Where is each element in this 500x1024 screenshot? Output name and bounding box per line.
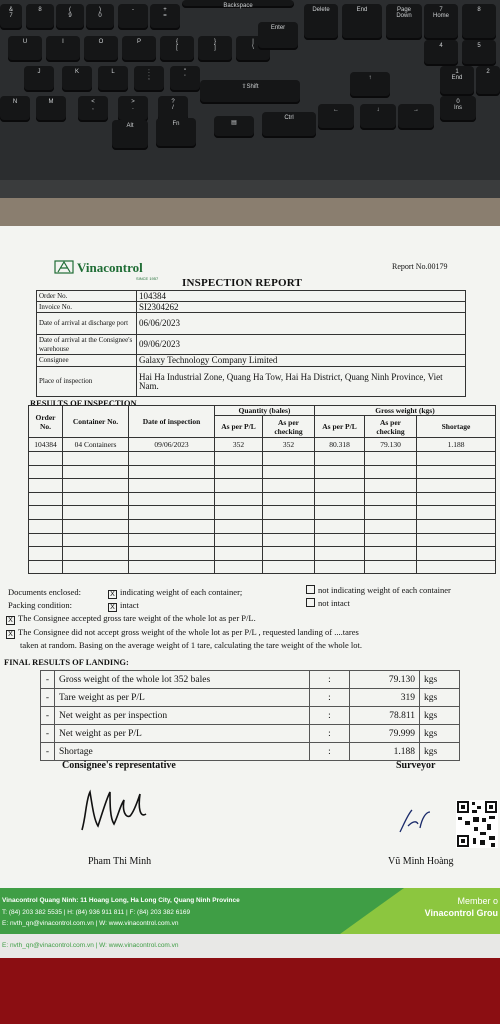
keyboard-key: { [ bbox=[160, 36, 194, 62]
keyboard-key: ← bbox=[318, 104, 354, 130]
keyboard-key: | \ bbox=[236, 36, 270, 62]
packing-not-intact-label: not intact bbox=[318, 598, 350, 608]
keyboard-key: 7 Home bbox=[424, 4, 458, 40]
keyboard-key: ( 9 bbox=[56, 4, 84, 30]
landing-unit: kgs bbox=[420, 671, 460, 689]
landing-label: Net weight as per P/L bbox=[55, 725, 310, 743]
report-footer bbox=[0, 888, 500, 934]
logo-text: Vinacontrol bbox=[77, 260, 143, 275]
landing-label: Tare weight as per P/L bbox=[55, 689, 310, 707]
info-value: Hai Ha Industrial Zone, Quang Ha Tow, Hai Ha District, Quang Ninh Province, Viet Nam. bbox=[137, 367, 466, 397]
keyboard-key: " ' bbox=[170, 66, 200, 92]
vinacontrol-emblem-icon bbox=[54, 260, 74, 274]
landing-label: Gross weight of the whole lot 352 bales bbox=[55, 671, 310, 689]
consignee-rep-title: Consignee's representative bbox=[62, 760, 176, 771]
table-row-empty bbox=[29, 506, 496, 520]
keyboard-key: 1 End bbox=[440, 66, 474, 96]
table-row-empty bbox=[29, 519, 496, 533]
table-row-empty bbox=[29, 465, 496, 479]
packing-intact-label: intact bbox=[120, 600, 139, 610]
keyboard-key: 2 bbox=[476, 66, 500, 96]
table-row-empty bbox=[29, 479, 496, 493]
col-qty-checking: As per checking bbox=[263, 416, 315, 438]
landing-unit: kgs bbox=[420, 743, 460, 761]
landing-label: Shortage bbox=[55, 743, 310, 761]
footer-phones: T: (84) 203 382 5535 | H: (84) 936 911 811 | F: (84) 203 382 6169 bbox=[2, 909, 191, 916]
cell-container-no: 04 Containers bbox=[63, 438, 129, 452]
keyboard-key: Page Down bbox=[386, 4, 422, 40]
documents-label: Documents enclosed: bbox=[8, 587, 81, 597]
checkbox-indicating: X bbox=[108, 590, 117, 599]
keyboard-key: Fn bbox=[156, 118, 196, 148]
table-row-empty bbox=[29, 452, 496, 466]
keyboard-key: Backspace bbox=[182, 0, 294, 8]
keyboard-key: 0 Ins bbox=[440, 96, 476, 122]
table-row bbox=[29, 438, 496, 452]
col-gross-group: Gross weight (kgs) bbox=[315, 406, 496, 416]
landing-row: - Net weight as per P/L : 79.999 kgs bbox=[41, 725, 460, 743]
consignee-not-accepted-cont: taken at random. Basing on the average weight of 1 tare, calculating the tare weight of the whole lot. bbox=[20, 640, 363, 650]
landing-value: 78.811 bbox=[350, 707, 420, 725]
order-info-table bbox=[36, 290, 466, 397]
cell-shortage: 1.188 bbox=[417, 438, 496, 452]
keyboard-key: ) 0 bbox=[86, 4, 114, 30]
keyboard-key: Alt bbox=[112, 120, 148, 150]
keyboard-key: Ctrl bbox=[262, 112, 316, 138]
footer-email-copy: E: nvth_qn@vinacontrol.com.vn | W: www.vinacontrol.com.vn bbox=[2, 942, 179, 949]
keyboard-key: N bbox=[0, 96, 30, 122]
keyboard-key: L bbox=[98, 66, 128, 92]
keyboard-key: - bbox=[118, 4, 148, 30]
keyboard-key: J bbox=[24, 66, 54, 92]
landing-row: - Shortage : 1.188 kgs bbox=[41, 743, 460, 761]
col-date: Date of inspection bbox=[129, 406, 215, 438]
keyboard-key: U bbox=[8, 36, 42, 62]
table-row-empty bbox=[29, 547, 496, 561]
landing-unit: kgs bbox=[420, 689, 460, 707]
checkbox-intact: X bbox=[108, 603, 117, 612]
landing-results-table bbox=[40, 670, 460, 761]
doc-option-indicating-label: indicating weight of each container; bbox=[120, 587, 243, 597]
consignee-accepted bbox=[6, 613, 256, 625]
keyboard-key: Delete bbox=[304, 4, 338, 40]
landing-label: Net weight as per inspection bbox=[55, 707, 310, 725]
info-value: 104384 bbox=[137, 291, 466, 302]
keyboard-key: M bbox=[36, 96, 66, 122]
landing-row: - Net weight as per inspection : 78.811 kgs bbox=[41, 707, 460, 725]
keyboard-key: } ] bbox=[198, 36, 232, 62]
packing-intact bbox=[108, 600, 139, 612]
landing-unit: kgs bbox=[420, 707, 460, 725]
landing-value: 319 bbox=[350, 689, 420, 707]
consignee-not-accepted bbox=[6, 627, 359, 639]
keyboard-key: 8 bbox=[462, 4, 496, 40]
keyboard-key: ▤ bbox=[214, 116, 254, 138]
doc-option-not-indicating-label: not indicating weight of each container bbox=[318, 585, 451, 595]
info-value: 09/06/2023 bbox=[137, 335, 466, 355]
cell-date: 09/06/2023 bbox=[129, 438, 215, 452]
keyboard-key: 4 bbox=[424, 40, 458, 66]
lower-page-edge bbox=[0, 934, 500, 958]
cell-qty-checking: 352 bbox=[263, 438, 315, 452]
keyboard-key: ↑ bbox=[350, 72, 390, 98]
keyboard-key: → bbox=[398, 104, 434, 130]
landing-row: - Gross weight of the whole lot 352 bales : 79.130 kgs bbox=[41, 671, 460, 689]
logo-since: SINCE 1957 bbox=[136, 276, 159, 281]
checkbox-accepted: X bbox=[6, 616, 15, 625]
keyboard-key: : ; bbox=[134, 66, 164, 92]
laptop-keyboard bbox=[0, 0, 500, 198]
footer-member-1: Member o bbox=[457, 896, 498, 906]
qr-code-icon bbox=[456, 800, 498, 848]
checkbox-not-accepted: X bbox=[6, 630, 15, 639]
keyboard-key: ? / bbox=[158, 96, 188, 122]
footer-email: E: nvth_qn@vinacontrol.com.vn | W: www.vinacontrol.com.vn bbox=[2, 920, 179, 927]
cell-qty-pl: 352 bbox=[215, 438, 263, 452]
keyboard-key: ↓ bbox=[360, 104, 396, 130]
surveyor-name: Vũ Minh Hoàng bbox=[388, 856, 454, 867]
info-label: Place of inspection bbox=[37, 367, 137, 397]
col-gw-checking: As per checking bbox=[365, 416, 417, 438]
landing-unit: kgs bbox=[420, 725, 460, 743]
vinacontrol-logo bbox=[54, 260, 143, 276]
doc-option-indicating bbox=[108, 587, 242, 599]
keyboard-key: > . bbox=[118, 96, 148, 122]
report-title: INSPECTION REPORT bbox=[182, 277, 303, 289]
results-table bbox=[28, 405, 496, 574]
info-label: Date of arrival at the Consignee's warehouse bbox=[37, 335, 137, 355]
keyboard-key: K bbox=[62, 66, 92, 92]
col-shortage: Shortage bbox=[417, 416, 496, 438]
cell-order-no: 104384 bbox=[29, 438, 63, 452]
keyboard-key: End bbox=[342, 4, 382, 40]
consignee-signature bbox=[80, 786, 160, 836]
col-gw-pl: As per P/L bbox=[315, 416, 365, 438]
keyboard-key: + = bbox=[150, 4, 180, 30]
cell-gw-checking: 79.130 bbox=[365, 438, 417, 452]
landing-value: 79.999 bbox=[350, 725, 420, 743]
keyboard-key: < , bbox=[78, 96, 108, 122]
landing-value: 79.130 bbox=[350, 671, 420, 689]
info-label: Date of arrival at discharge port bbox=[37, 313, 137, 335]
info-value: 06/06/2023 bbox=[137, 313, 466, 335]
info-label: Consignee bbox=[37, 355, 137, 367]
report-number: Report No.00179 bbox=[392, 262, 448, 271]
landing-value: 1.188 bbox=[350, 743, 420, 761]
doc-option-not-indicating bbox=[306, 585, 451, 595]
table-row-empty bbox=[29, 560, 496, 574]
final-results-heading: FINAL RESULTS OF LANDING: bbox=[4, 657, 129, 667]
keyboard-key: ⇧Shift bbox=[200, 80, 300, 104]
landing-row: - Tare weight as per P/L : 319 kgs bbox=[41, 689, 460, 707]
keyboard-key: & 7 bbox=[0, 4, 22, 30]
col-qty-pl: As per P/L bbox=[215, 416, 263, 438]
info-value: SI2304262 bbox=[137, 302, 466, 313]
info-value: Galaxy Technology Company Limited bbox=[137, 355, 466, 367]
checkbox-not-intact bbox=[306, 598, 315, 607]
checkbox-not-indicating bbox=[306, 585, 315, 594]
consignee-rep-name: Pham Thi Minh bbox=[88, 856, 152, 867]
keyboard-key: P bbox=[122, 36, 156, 62]
results-heading: RESULTS OF INSPECTION bbox=[30, 398, 137, 408]
table-row-empty bbox=[29, 533, 496, 547]
keyboard-key: 8 bbox=[26, 4, 54, 30]
consignee-not-accepted-text: The Consignee did not accept gross weight of the whole lot as per P/L , requested landing of ....tares bbox=[18, 627, 359, 637]
packing-not-intact bbox=[306, 598, 350, 608]
keyboard-key: 5 bbox=[462, 40, 496, 66]
col-container-no: Container No. bbox=[63, 406, 129, 438]
surveyor-signature bbox=[396, 806, 436, 836]
consignee-accepted-text: The Consignee accepted gross tare weight of the whole lot as per P/L. bbox=[18, 613, 256, 623]
table-row-empty bbox=[29, 492, 496, 506]
keyboard-key: O bbox=[84, 36, 118, 62]
col-quantity-group: Quantity (bales) bbox=[215, 406, 315, 416]
surveyor-title: Surveyor bbox=[396, 760, 436, 771]
info-label: Order No. bbox=[37, 291, 137, 302]
cell-gw-pl: 80.318 bbox=[315, 438, 365, 452]
info-label: Invoice No. bbox=[37, 302, 137, 313]
footer-address: Vinacontrol Quang Ninh: 11 Hoang Long, Ha Long City, Quang Ninh Province bbox=[2, 897, 240, 904]
keyboard-key: Enter bbox=[258, 22, 298, 50]
keyboard-key: I bbox=[46, 36, 80, 62]
footer-member-2: Vinacontrol Grou bbox=[424, 908, 498, 918]
col-order-no: Order No. bbox=[29, 406, 63, 438]
packing-label: Packing condition: bbox=[8, 600, 72, 610]
